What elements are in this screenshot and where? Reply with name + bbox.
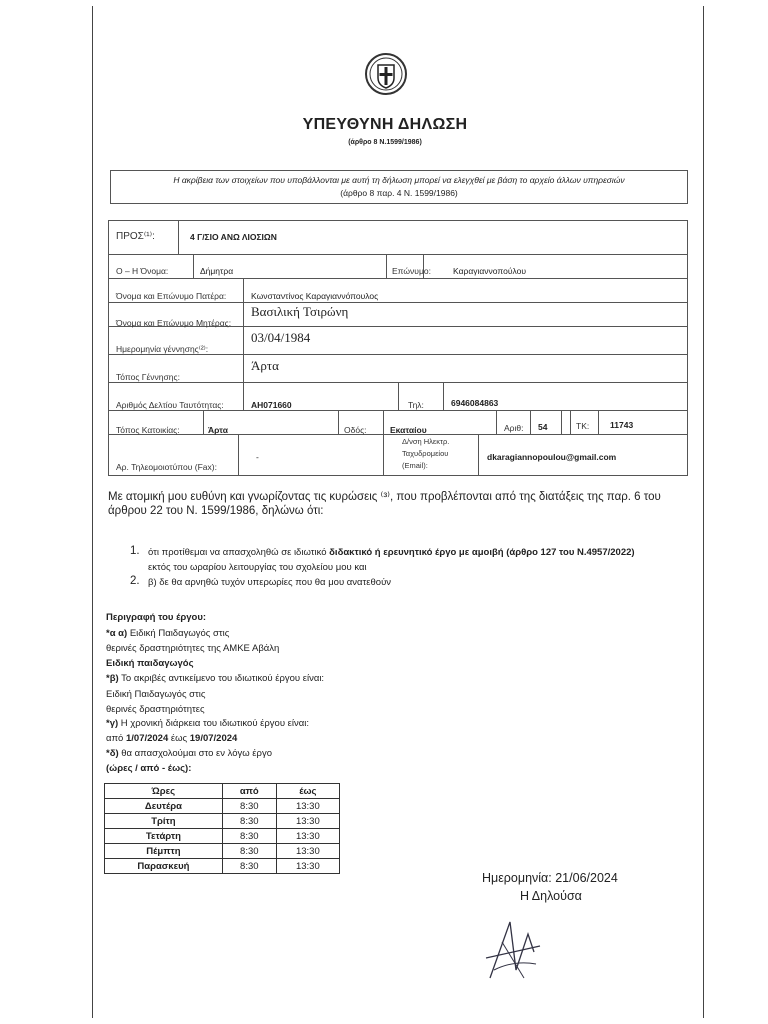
phone-value: 6946084863 (451, 398, 499, 408)
schedule-row (105, 814, 340, 829)
birthplace-label: Τόπος Γέννησης: (116, 372, 180, 382)
declarant-label: Η Δηλούσα (520, 889, 582, 903)
schedule-header: από (222, 784, 276, 799)
item-1-text-c: εκτός του ωραρίου λειτουργίας του σχολείου μου και (148, 562, 367, 573)
date-label: Ημερομηνία: (482, 871, 552, 885)
page-edge-left (92, 6, 93, 1018)
first-name-label: Ο – Η Όνομα: (116, 266, 169, 276)
description-c-to: έως (168, 733, 190, 744)
notice-line-2: (άρθρο 8 παρ. 4 Ν. 1599/1986) (340, 188, 458, 198)
description-c-text: Η χρονική διάρκεια του ιδιωτικού έργου είναι: (120, 718, 310, 729)
to-label: ΠΡΟΣ⁽¹⁾: (116, 231, 155, 242)
schedule-from: 8:30 (222, 829, 276, 844)
birthdate-value: 03/04/1984 (251, 330, 311, 345)
fax-label: Αρ. Τηλεομοιοτύπου (Fax): (116, 462, 217, 472)
description-a-bold: Ειδική παιδαγωγός (106, 658, 194, 669)
surname-value: Καραγιαννοπούλου (453, 266, 527, 276)
schedule-row (105, 859, 340, 874)
father-label: Όνομα και Επώνυμο Πατέρα: (116, 291, 227, 301)
notice-line-1: Η ακρίβεια των στοιχείων που υποβάλλονται με αυτή τη δήλωση μπορεί να ελεγχθεί με βάση το αρχείο άλλων υπηρεσιών (173, 175, 625, 185)
description-a-text: Ειδική Παιδαγωγός στις (129, 628, 230, 639)
signature-date (482, 871, 618, 885)
document-subtitle: (άρθρο 8 Ν.1599/1986) (348, 139, 422, 146)
description-d-text: θα απασχολούμαι στο εν λόγω έργο (121, 748, 272, 759)
description-a-text2: θερινές δραστηριότητες της ΑΜΚΕ Αβάλη (106, 643, 280, 654)
description-d-hours: (ώρες / από - έως): (106, 763, 192, 774)
handwritten-signature-icon (484, 912, 544, 984)
date-value: 21/06/2024 (555, 871, 618, 885)
schedule-to: 13:30 (276, 814, 339, 829)
item-2-number: 2. (130, 575, 140, 587)
surname-label: Επώνυμο: (392, 266, 431, 276)
description-c-dates (106, 733, 237, 744)
schedule-from: 8:30 (222, 844, 276, 859)
schedule-to: 13:30 (276, 799, 339, 814)
description-b-text: Το ακριβές αντικείμενο του ιδιωτικού έργου είναι: (121, 673, 325, 684)
greek-emblem-icon (364, 52, 408, 96)
item-1-text (148, 547, 635, 558)
schedule-from: 8:30 (222, 814, 276, 829)
mother-value: Βασιλική Τσιρώνη (251, 304, 349, 319)
schedule-row (105, 799, 340, 814)
item-2-text: β) δε θα αρνηθώ τυχόν υπερωρίες που θα μου ανατεθούν (148, 577, 392, 588)
accuracy-notice (110, 170, 688, 204)
description-c-mark: *γ) (106, 718, 119, 729)
email-label-2: Ταχυδρομείου (402, 449, 449, 458)
schedule-to: 13:30 (276, 859, 339, 874)
postcode-value: 11743 (610, 420, 634, 430)
description-b (106, 673, 324, 684)
item-1-text-b: διδακτικό ή ερευνητικό έργο με αμοιβή (άρθρο 127 του Ν.4957/2022) (329, 547, 635, 558)
item-1-number: 1. (130, 545, 140, 557)
email-value: dkaragiannopoulou@gmail.com (487, 452, 617, 462)
id-value: ΑΗ071660 (251, 400, 292, 410)
first-name-value: Δήμητρα (200, 266, 234, 276)
item-1-text-a: ότι προτίθεμαι να απασχοληθώ σε ιδιωτικό (148, 547, 330, 558)
page-edge-right (703, 6, 704, 1018)
residence-value: Άρτα (208, 425, 228, 435)
schedule-to: 13:30 (276, 844, 339, 859)
schedule-header-row (105, 784, 340, 799)
schedule-header: Ώρες (105, 784, 223, 799)
schedule-day: Παρασκευή (105, 859, 223, 874)
description-a-mark: *α α) (106, 628, 128, 639)
declaration-line-1: Με ατομική μου ευθύνη και γνωρίζοντας τις κυρώσεις ⁽³⁾, που προβλέπονται από της διατάξεις της παρ. 6 του (108, 491, 661, 503)
birthdate-label: Ημερομηνία γέννησης⁽²⁾: (116, 344, 209, 354)
father-value: Κωνσταντίνος Καραγιαννόπουλος (251, 291, 379, 301)
description-c-from: από (106, 733, 126, 744)
birthplace-value: Άρτα (251, 358, 279, 373)
description-b-val2: θερινές δραστηριότητες (106, 704, 205, 715)
description-c (106, 718, 309, 729)
street-value: Εκαταίου (390, 425, 427, 435)
schedule-header: έως (276, 784, 339, 799)
schedule-from: 8:30 (222, 799, 276, 814)
number-label: Αριθ: (504, 423, 524, 433)
number-value: 54 (538, 422, 548, 432)
schedule-from: 8:30 (222, 859, 276, 874)
email-label-1: Δ/νση Ηλεκτρ. (402, 437, 450, 446)
description-c-from-val: 1/07/2024 (125, 733, 169, 744)
description-b-mark: *β) (106, 673, 119, 684)
schedule-day: Τετάρτη (105, 829, 223, 844)
schedule-table (104, 783, 340, 874)
schedule-day: Δευτέρα (105, 799, 223, 814)
description-c-to-val: 19/07/2024 (189, 733, 238, 744)
phone-label: Τηλ: (408, 400, 424, 410)
schedule-day: Τρίτη (105, 814, 223, 829)
description-b-val1: Ειδική Παιδαγωγός στις (106, 689, 206, 700)
schedule-day: Πέμπτη (105, 844, 223, 859)
document-title: ΥΠΕΥΘΥΝΗ ΔΗΛΩΣΗ (302, 116, 468, 133)
street-label: Οδός: (344, 425, 367, 435)
fax-value: - (256, 452, 259, 462)
schedule-to: 13:30 (276, 829, 339, 844)
description-d-mark: *δ) (106, 748, 119, 759)
schedule-row (105, 844, 340, 859)
residence-label: Τόπος Κατοικίας: (116, 425, 180, 435)
email-label-3: (Email): (402, 461, 428, 470)
declaration-line-2: άρθρου 22 του Ν. 1599/1986, δηλώνω ότι: (108, 505, 324, 517)
description-d (106, 748, 272, 759)
mother-label: Όνομα και Επώνυμο Μητέρας: (116, 318, 232, 328)
to-value: 4 Γ/ΣΙΟ ΑΝΩ ΛΙΟΣΙΩΝ (190, 232, 277, 242)
description-heading: Περιγραφή του έργου: (106, 612, 207, 623)
description-a (106, 628, 229, 639)
schedule-row (105, 829, 340, 844)
postcode-label: ΤΚ: (576, 421, 590, 431)
personal-data-form (108, 220, 688, 476)
id-label: Αριθμός Δελτίου Ταυτότητας: (116, 400, 224, 410)
